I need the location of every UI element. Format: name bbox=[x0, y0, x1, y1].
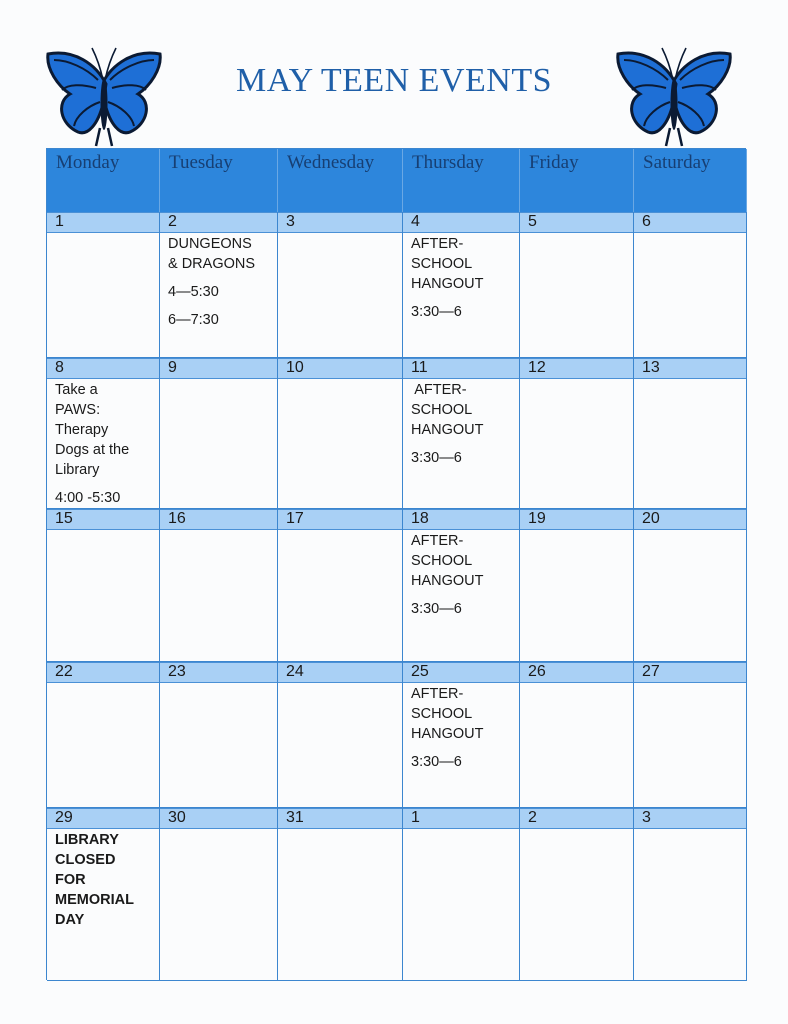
event-title-line: AFTER- bbox=[411, 382, 467, 398]
day-cell bbox=[160, 509, 278, 662]
day-cell bbox=[520, 662, 634, 808]
event-title-line: DUNGEONS bbox=[168, 236, 252, 252]
date-number: 12 bbox=[528, 359, 546, 376]
event-title-line: DAY bbox=[55, 912, 85, 928]
event-title-line: AFTER- bbox=[411, 236, 464, 252]
day-cell bbox=[634, 662, 747, 808]
event-title-line: HANGOUT bbox=[411, 276, 484, 292]
event-title-line: Dogs at the bbox=[55, 442, 130, 458]
event-title-line: MEMORIAL bbox=[55, 892, 134, 908]
day-cell bbox=[520, 358, 634, 509]
date-number: 4 bbox=[411, 213, 420, 230]
date-number: 16 bbox=[168, 510, 186, 527]
day-cell bbox=[634, 808, 747, 981]
weekday-header-row bbox=[47, 149, 747, 212]
event-title-line: HANGOUT bbox=[411, 422, 484, 438]
event-title-line: FOR bbox=[55, 872, 86, 888]
event-title-line: Therapy bbox=[55, 422, 109, 438]
day-cell bbox=[47, 509, 160, 662]
week-row bbox=[47, 509, 747, 662]
day-cell bbox=[278, 808, 403, 981]
date-number: 2 bbox=[168, 213, 177, 230]
event-details bbox=[411, 234, 519, 322]
date-number: 27 bbox=[642, 663, 660, 680]
day-cell bbox=[520, 509, 634, 662]
event-title-line: SCHOOL bbox=[411, 402, 473, 418]
day-cell bbox=[160, 212, 278, 358]
week-row bbox=[47, 358, 747, 509]
date-number: 3 bbox=[286, 213, 295, 230]
day-cell bbox=[47, 808, 160, 981]
date-number: 20 bbox=[642, 510, 660, 527]
date-number: 26 bbox=[528, 663, 546, 680]
date-number: 5 bbox=[528, 213, 537, 230]
event-title-line: & DRAGONS bbox=[168, 256, 256, 272]
date-number: 25 bbox=[411, 663, 429, 680]
weekday-header-monday: Monday bbox=[47, 149, 160, 212]
event-title-line: CLOSED bbox=[55, 852, 116, 868]
event-time: 3:30—6 bbox=[411, 304, 462, 320]
event-details bbox=[411, 684, 519, 772]
date-number: 31 bbox=[286, 809, 304, 826]
date-number: 1 bbox=[411, 809, 420, 826]
event-details bbox=[411, 380, 519, 468]
day-cell bbox=[278, 212, 403, 358]
weekday-header-wednesday: Wednesday bbox=[278, 149, 403, 212]
day-cell bbox=[160, 358, 278, 509]
event-title-line: LIBRARY bbox=[55, 832, 119, 848]
day-cell bbox=[634, 212, 747, 358]
day-cell bbox=[634, 509, 747, 662]
date-number: 2 bbox=[528, 809, 537, 826]
week-row bbox=[47, 808, 747, 981]
weekday-header-friday: Friday bbox=[520, 149, 634, 212]
event-title-line: Take a bbox=[55, 382, 98, 398]
event-title-line: HANGOUT bbox=[411, 726, 484, 742]
date-number: 29 bbox=[55, 809, 73, 826]
day-cell bbox=[160, 662, 278, 808]
event-time: 6—7:30 bbox=[168, 312, 219, 328]
event-time: 3:30—6 bbox=[411, 601, 462, 617]
event-time: 4:00 -5:30 bbox=[55, 490, 121, 506]
date-number: 19 bbox=[528, 510, 546, 527]
event-details bbox=[55, 380, 163, 508]
day-cell bbox=[47, 662, 160, 808]
event-title-line: AFTER- bbox=[411, 686, 464, 702]
date-number: 9 bbox=[168, 359, 177, 376]
event-details bbox=[55, 830, 163, 930]
week-row bbox=[47, 212, 747, 358]
date-number: 3 bbox=[642, 809, 651, 826]
day-cell bbox=[278, 358, 403, 509]
weekday-header-saturday: Saturday bbox=[634, 149, 747, 212]
date-number: 10 bbox=[286, 359, 304, 376]
weekday-header-thursday: Thursday bbox=[403, 149, 520, 212]
event-time: 3:30—6 bbox=[411, 450, 462, 466]
event-title-line: HANGOUT bbox=[411, 573, 484, 589]
event-title-line: PAWS: bbox=[55, 402, 101, 418]
event-time: 3:30—6 bbox=[411, 754, 462, 770]
date-number: 18 bbox=[411, 510, 429, 527]
day-cell bbox=[47, 358, 160, 509]
date-number: 8 bbox=[55, 359, 64, 376]
date-number: 17 bbox=[286, 510, 304, 527]
day-cell bbox=[278, 509, 403, 662]
date-number: 30 bbox=[168, 809, 186, 826]
event-title-line: SCHOOL bbox=[411, 256, 473, 272]
day-cell bbox=[160, 808, 278, 981]
event-details bbox=[411, 531, 519, 619]
calendar-grid bbox=[46, 148, 746, 980]
day-cell bbox=[403, 808, 520, 981]
day-cell bbox=[403, 358, 520, 509]
day-cell bbox=[520, 212, 634, 358]
date-number: 6 bbox=[642, 213, 651, 230]
day-cell bbox=[520, 808, 634, 981]
date-number: 13 bbox=[642, 359, 660, 376]
event-title-line: Library bbox=[55, 462, 100, 478]
date-number: 15 bbox=[55, 510, 73, 527]
event-title-line: SCHOOL bbox=[411, 706, 473, 722]
day-cell bbox=[403, 212, 520, 358]
butterfly-icon bbox=[42, 44, 166, 148]
date-number: 11 bbox=[411, 359, 428, 376]
day-cell bbox=[403, 509, 520, 662]
date-number: 1 bbox=[55, 213, 64, 230]
week-row bbox=[47, 662, 747, 808]
event-time: 4—5:30 bbox=[168, 284, 219, 300]
date-number: 23 bbox=[168, 663, 186, 680]
date-number: 24 bbox=[286, 663, 304, 680]
event-title-line: AFTER- bbox=[411, 533, 464, 549]
date-number: 22 bbox=[55, 663, 73, 680]
weekday-header-tuesday: Tuesday bbox=[160, 149, 278, 212]
event-title-line: SCHOOL bbox=[411, 553, 473, 569]
day-cell bbox=[278, 662, 403, 808]
butterfly-icon bbox=[612, 44, 736, 148]
day-cell bbox=[47, 212, 160, 358]
day-cell bbox=[403, 662, 520, 808]
page-title: MAY TEEN EVENTS bbox=[235, 62, 553, 99]
day-cell bbox=[634, 358, 747, 509]
event-details bbox=[168, 234, 276, 330]
